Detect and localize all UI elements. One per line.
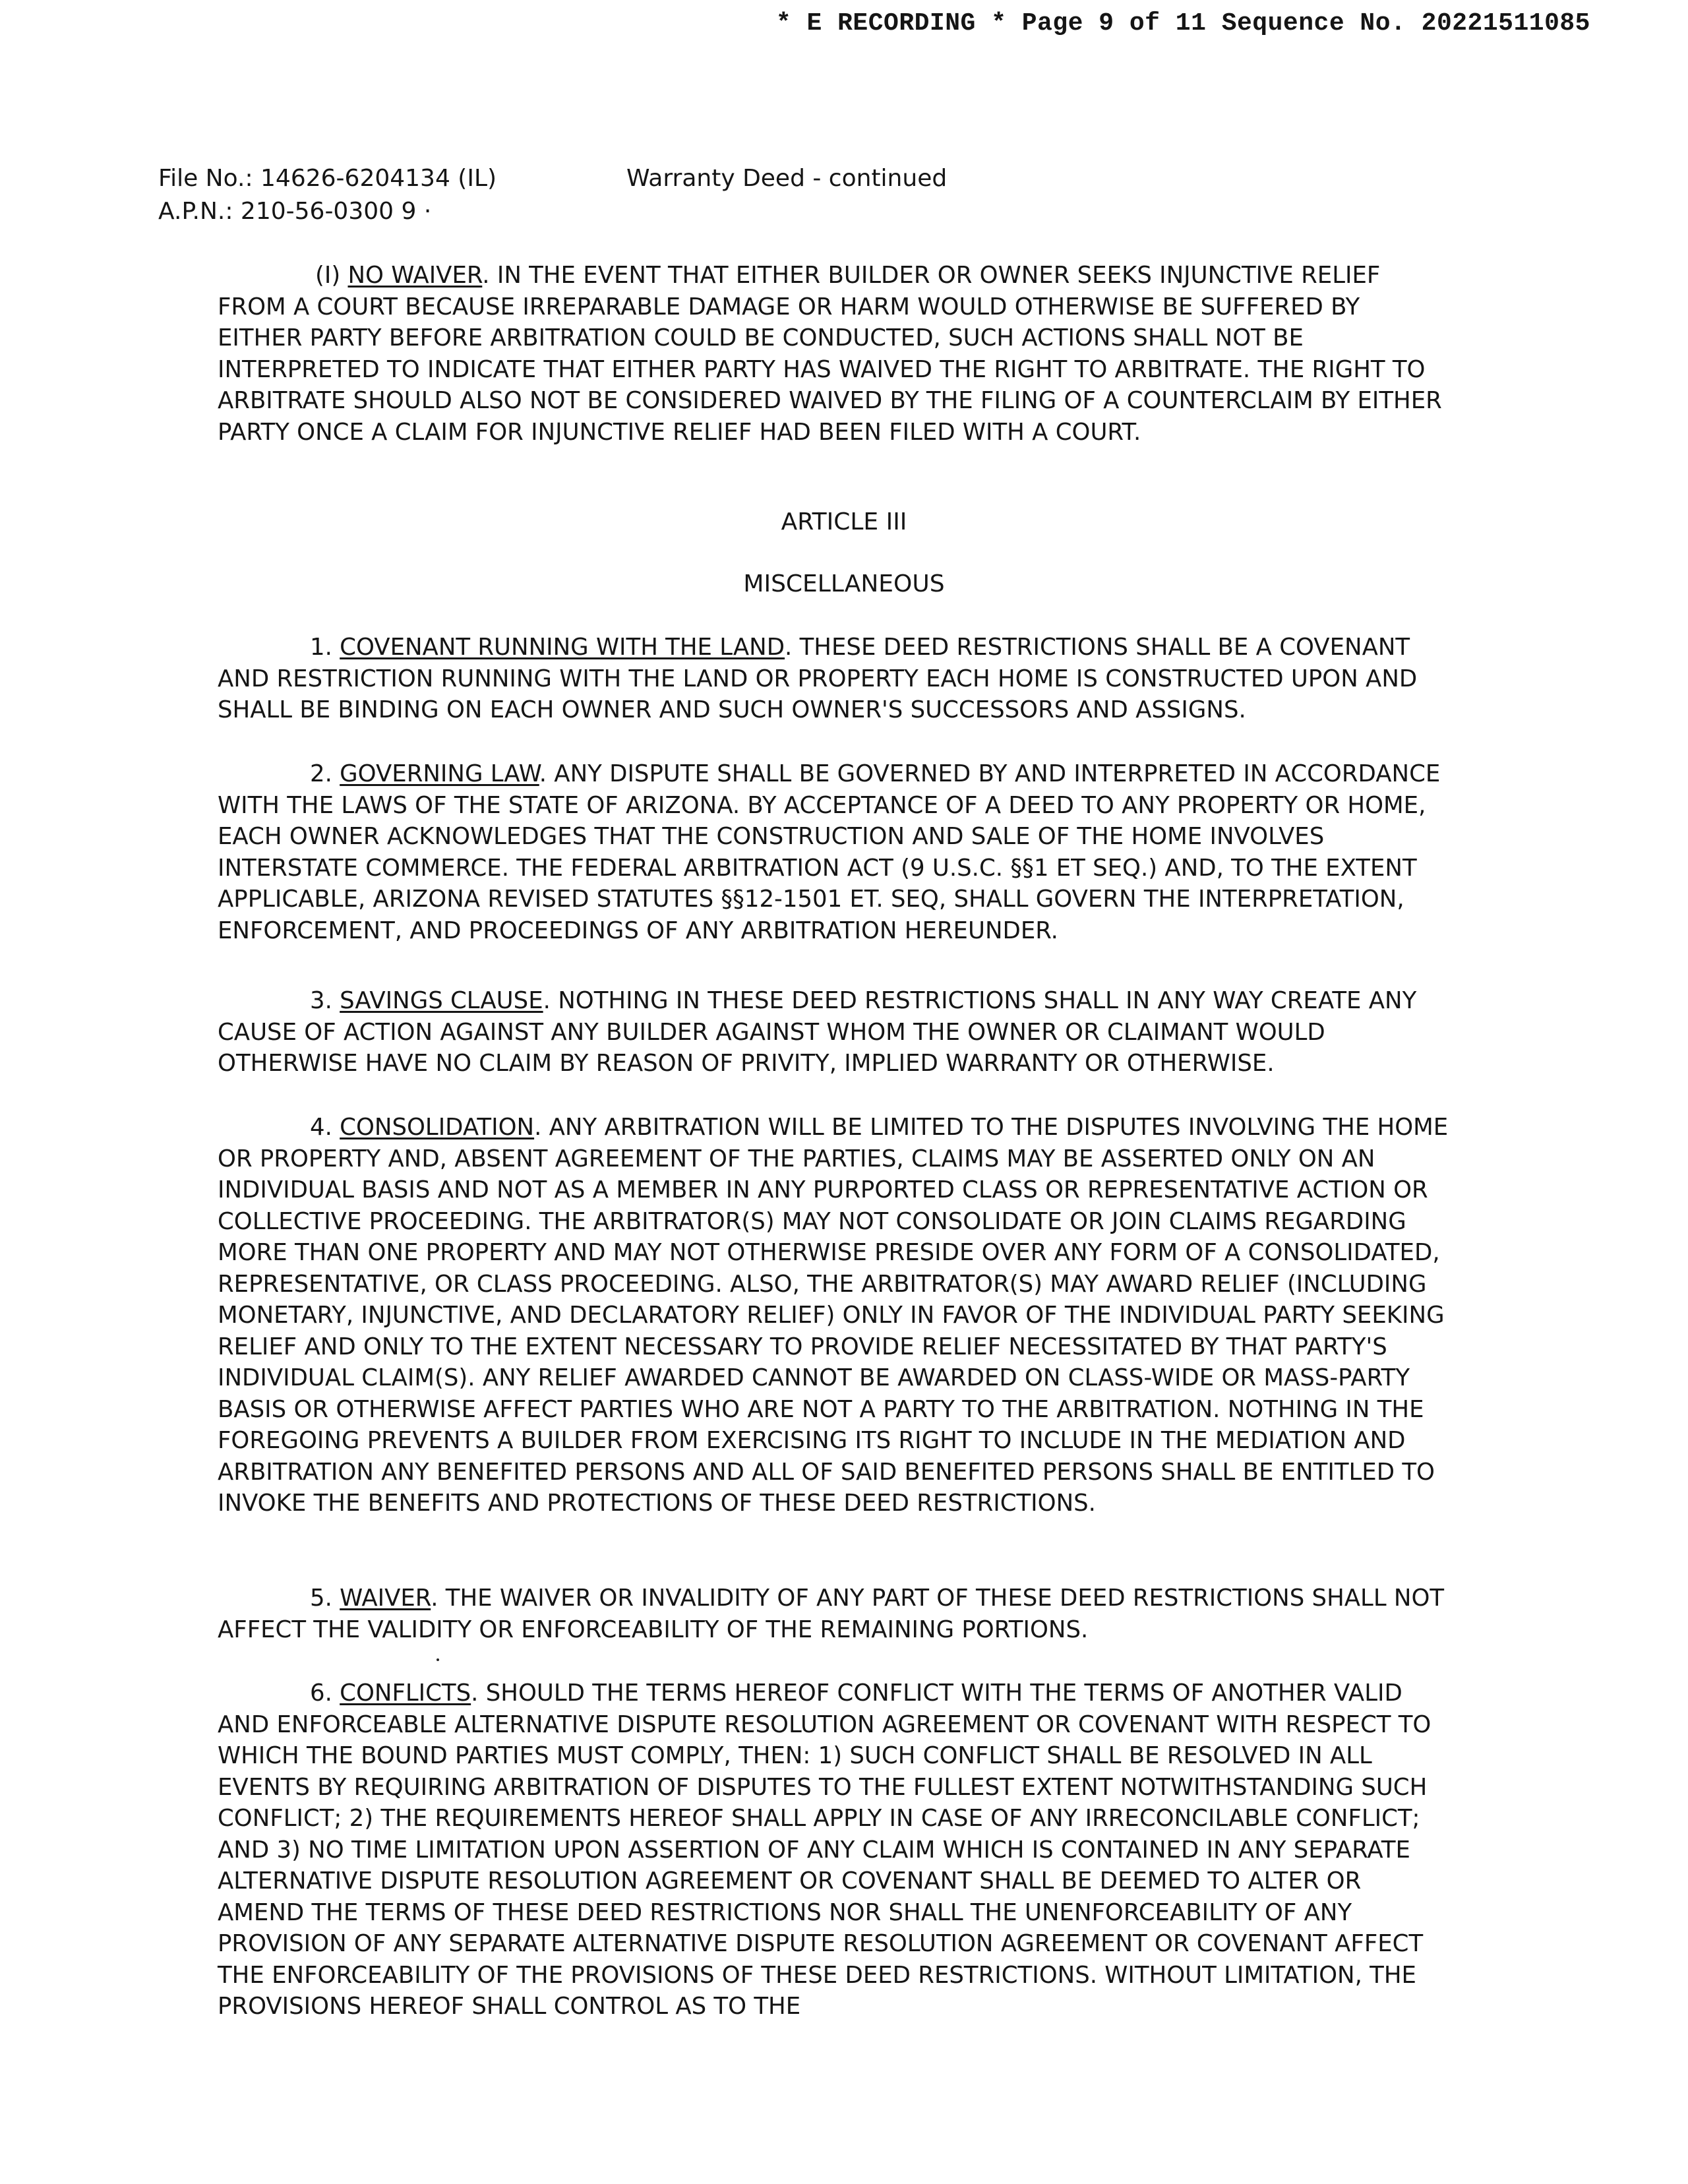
section-heading: SAVINGS CLAUSE (340, 987, 543, 1014)
section-text: . THE WAIVER OR INVALIDITY OF ANY PART OF THESE DEED RESTRICTIONS SHALL NOT AFFECT THE VALIDITY OR ENFORCEABILITY OF THE REMAINING PORTIONS. (218, 1585, 1445, 1643)
file-info-block (158, 162, 497, 228)
section-heading: WAIVER (340, 1585, 431, 1612)
section-number: 1. (310, 634, 332, 661)
document-type: Warranty Deed - continued (626, 165, 948, 192)
article-title: ARTICLE III (781, 508, 907, 535)
section-text: . SHOULD THE TERMS HEREOF CONFLICT WITH THE TERMS OF ANOTHER VALID AND ENFORCEABLE ALTERNATIVE DISPUTE RESOLUTION AGREEMENT OR COVENANT WITH RESPECT TO WHICH THE BOUND PARTIES MUST COMPLY, THEN: 1) SUCH CONFLICT SHALL BE RESOLVED IN ALL EVENTS BY REQUIRING ARBITRATION OF DISPUTES TO THE FULLEST EXTENT NOTWITHSTANDING SUCH CONFLICT; 2) THE REQUIREMENTS HEREOF SHALL APPLY IN CASE OF ANY IRRECONCILABLE CONFLICT; AND 3) NO TIME LIMITATION UPON ASSERTION OF ANY CLAIM WHICH IS CONTAINED IN ANY SEPARATE ALTERNATIVE DISPUTE RESOLUTION AGREEMENT OR COVENANT SHALL BE DEEMED TO ALTER OR AMEND THE TERMS OF THESE DEED RESTRICTIONS NOR SHALL THE UNENFORCEABILITY OF ANY PROVISION OF ANY SEPARATE ALTERNATIVE DISPUTE RESOLUTION AGREEMENT OR COVENANT AFFECT THE ENFORCEABILITY OF THE PROVISIONS OF THESE DEED RESTRICTIONS. WITHOUT LIMITATION, THE PROVISIONS HEREOF SHALL CONTROL AS TO THE (218, 1680, 1432, 2020)
section-1 (218, 632, 1451, 726)
section-text: . THESE DEED RESTRICTIONS SHALL BE A COVENANT AND RESTRICTION RUNNING WITH THE LAND OR PROPERTY EACH HOME IS CONSTRUCTED UPON AND SHALL BE BINDING ON EACH OWNER AND SUCH OWNER'S SUCCESSORS AND ASSIGNS. (218, 634, 1418, 723)
article-subtitle: MISCELLANEOUS (743, 570, 945, 597)
section-text: . ANY ARBITRATION WILL BE LIMITED TO THE DISPUTES INVOLVING THE HOME OR PROPERTY AND, ABSENT AGREEMENT OF THE PARTIES, CLAIMS MAY BE ASSERTED ONLY ON AN INDIVIDUAL BASIS AND NOT AS A MEMBER IN ANY PURPORTED CLASS OR REPRESENTATIVE ACTION OR COLLECTIVE PROCEEDING. THE ARBITRATOR(S) MAY NOT CONSOLIDATE OR JOIN CLAIMS REGARDING MORE THAN ONE PROPERTY AND MAY NOT OTHERWISE PRESIDE OVER ANY FORM OF A CONSOLIDATED, REPRESENTATIVE, OR CLASS PROCEEDING. ALSO, THE ARBITRATOR(S) MAY AWARD RELIEF (INCLUDING MONETARY, INJUNCTIVE, AND DECLARATORY RELIEF) ONLY IN FAVOR OF THE INDIVIDUAL PARTY SEEKING RELIEF AND ONLY TO THE EXTENT NECESSARY TO PROVIDE RELIEF NECESSITATED BY THAT PARTY'S INDIVIDUAL CLAIM(S). ANY RELIEF AWARDED CANNOT BE AWARDED ON CLASS-WIDE OR MASS-PARTY BASIS OR OTHERWISE AFFECT PARTIES WHO ARE NOT A PARTY TO THE ARBITRATION. NOTHING IN THE FOREGOING PREVENTS A BUILDER FROM EXERCISING ITS RIGHT TO INCLUDE IN THE MEDIATION AND ARBITRATION ANY BENEFITED PERSONS AND ALL OF SAID BENEFITED PERSONS SHALL BE ENTITLED TO INVOKE THE BENEFITS AND PROTECTIONS OF THESE DEED RESTRICTIONS. (218, 1114, 1449, 1517)
stray-mark (437, 1658, 439, 1661)
section-6 (218, 1678, 1451, 2022)
section-heading: COVENANT RUNNING WITH THE LAND (340, 634, 785, 661)
file-number: File No.: 14626-6204134 (IL) (158, 165, 497, 192)
section-number: 4. (310, 1114, 332, 1141)
section-heading: GOVERNING LAW (340, 760, 539, 787)
section-3 (218, 985, 1451, 1079)
apn-number: A.P.N.: 210-56-0300 9 · (158, 198, 432, 225)
section-heading: CONSOLIDATION (340, 1114, 535, 1141)
intro-heading: NO WAIVER (347, 262, 483, 289)
intro-paragraph (218, 260, 1451, 448)
section-number: 3. (310, 987, 332, 1014)
section-heading: CONFLICTS (340, 1680, 471, 1707)
section-text: . NOTHING IN THESE DEED RESTRICTIONS SHALL IN ANY WAY CREATE ANY CAUSE OF ACTION AGAINST ANY BUILDER AGAINST WHOM THE OWNER OR CLAIMANT WOULD OTHERWISE HAVE NO CLAIM BY REASON OF PRIVITY, IMPLIED WARRANTY OR OTHERWISE. (218, 987, 1417, 1077)
intro-marker: (I) (315, 262, 341, 289)
section-5 (218, 1583, 1451, 1645)
recording-header: * E RECORDING * Page 9 of 11 Sequence No. 20221511085 (775, 9, 1590, 38)
section-number: 2. (310, 760, 332, 787)
section-number: 5. (310, 1585, 332, 1612)
section-4 (218, 1112, 1451, 1519)
intro-text: . IN THE EVENT THAT EITHER BUILDER OR OWNER SEEKS INJUNCTIVE RELIEF FROM A COURT BECAUSE IRREPARABLE DAMAGE OR HARM WOULD OTHERWISE BE SUFFERED BY EITHER PARTY BEFORE ARBITRATION COULD BE CONDUCTED, SUCH ACTIONS SHALL NOT BE INTERPRETED TO INDICATE THAT EITHER PARTY HAS WAIVED THE RIGHT TO ARBITRATE. THE RIGHT TO ARBITRATE SHOULD ALSO NOT BE CONSIDERED WAIVED BY THE FILING OF A COUNTERCLAIM BY EITHER PARTY ONCE A CLAIM FOR INJUNCTIVE RELIEF HAD BEEN FILED WITH A COURT. (218, 262, 1442, 446)
section-2 (218, 758, 1451, 946)
section-text: . ANY DISPUTE SHALL BE GOVERNED BY AND INTERPRETED IN ACCORDANCE WITH THE LAWS OF THE STATE OF ARIZONA. BY ACCEPTANCE OF A DEED TO ANY PROPERTY OR HOME, EACH OWNER ACKNOWLEDGES THAT THE CONSTRUCTION AND SALE OF THE HOME INVOLVES INTERSTATE COMMERCE. THE FEDERAL ARBITRATION ACT (9 U.S.C. §§1 ET SEQ.) AND, TO THE EXTENT APPLICABLE, ARIZONA REVISED STATUTES §§12-1501 ET. SEQ, SHALL GOVERN THE INTERPRETATION, ENFORCEMENT, AND PROCEEDINGS OF ANY ARBITRATION HEREUNDER. (218, 760, 1441, 944)
section-number: 6. (310, 1680, 332, 1707)
